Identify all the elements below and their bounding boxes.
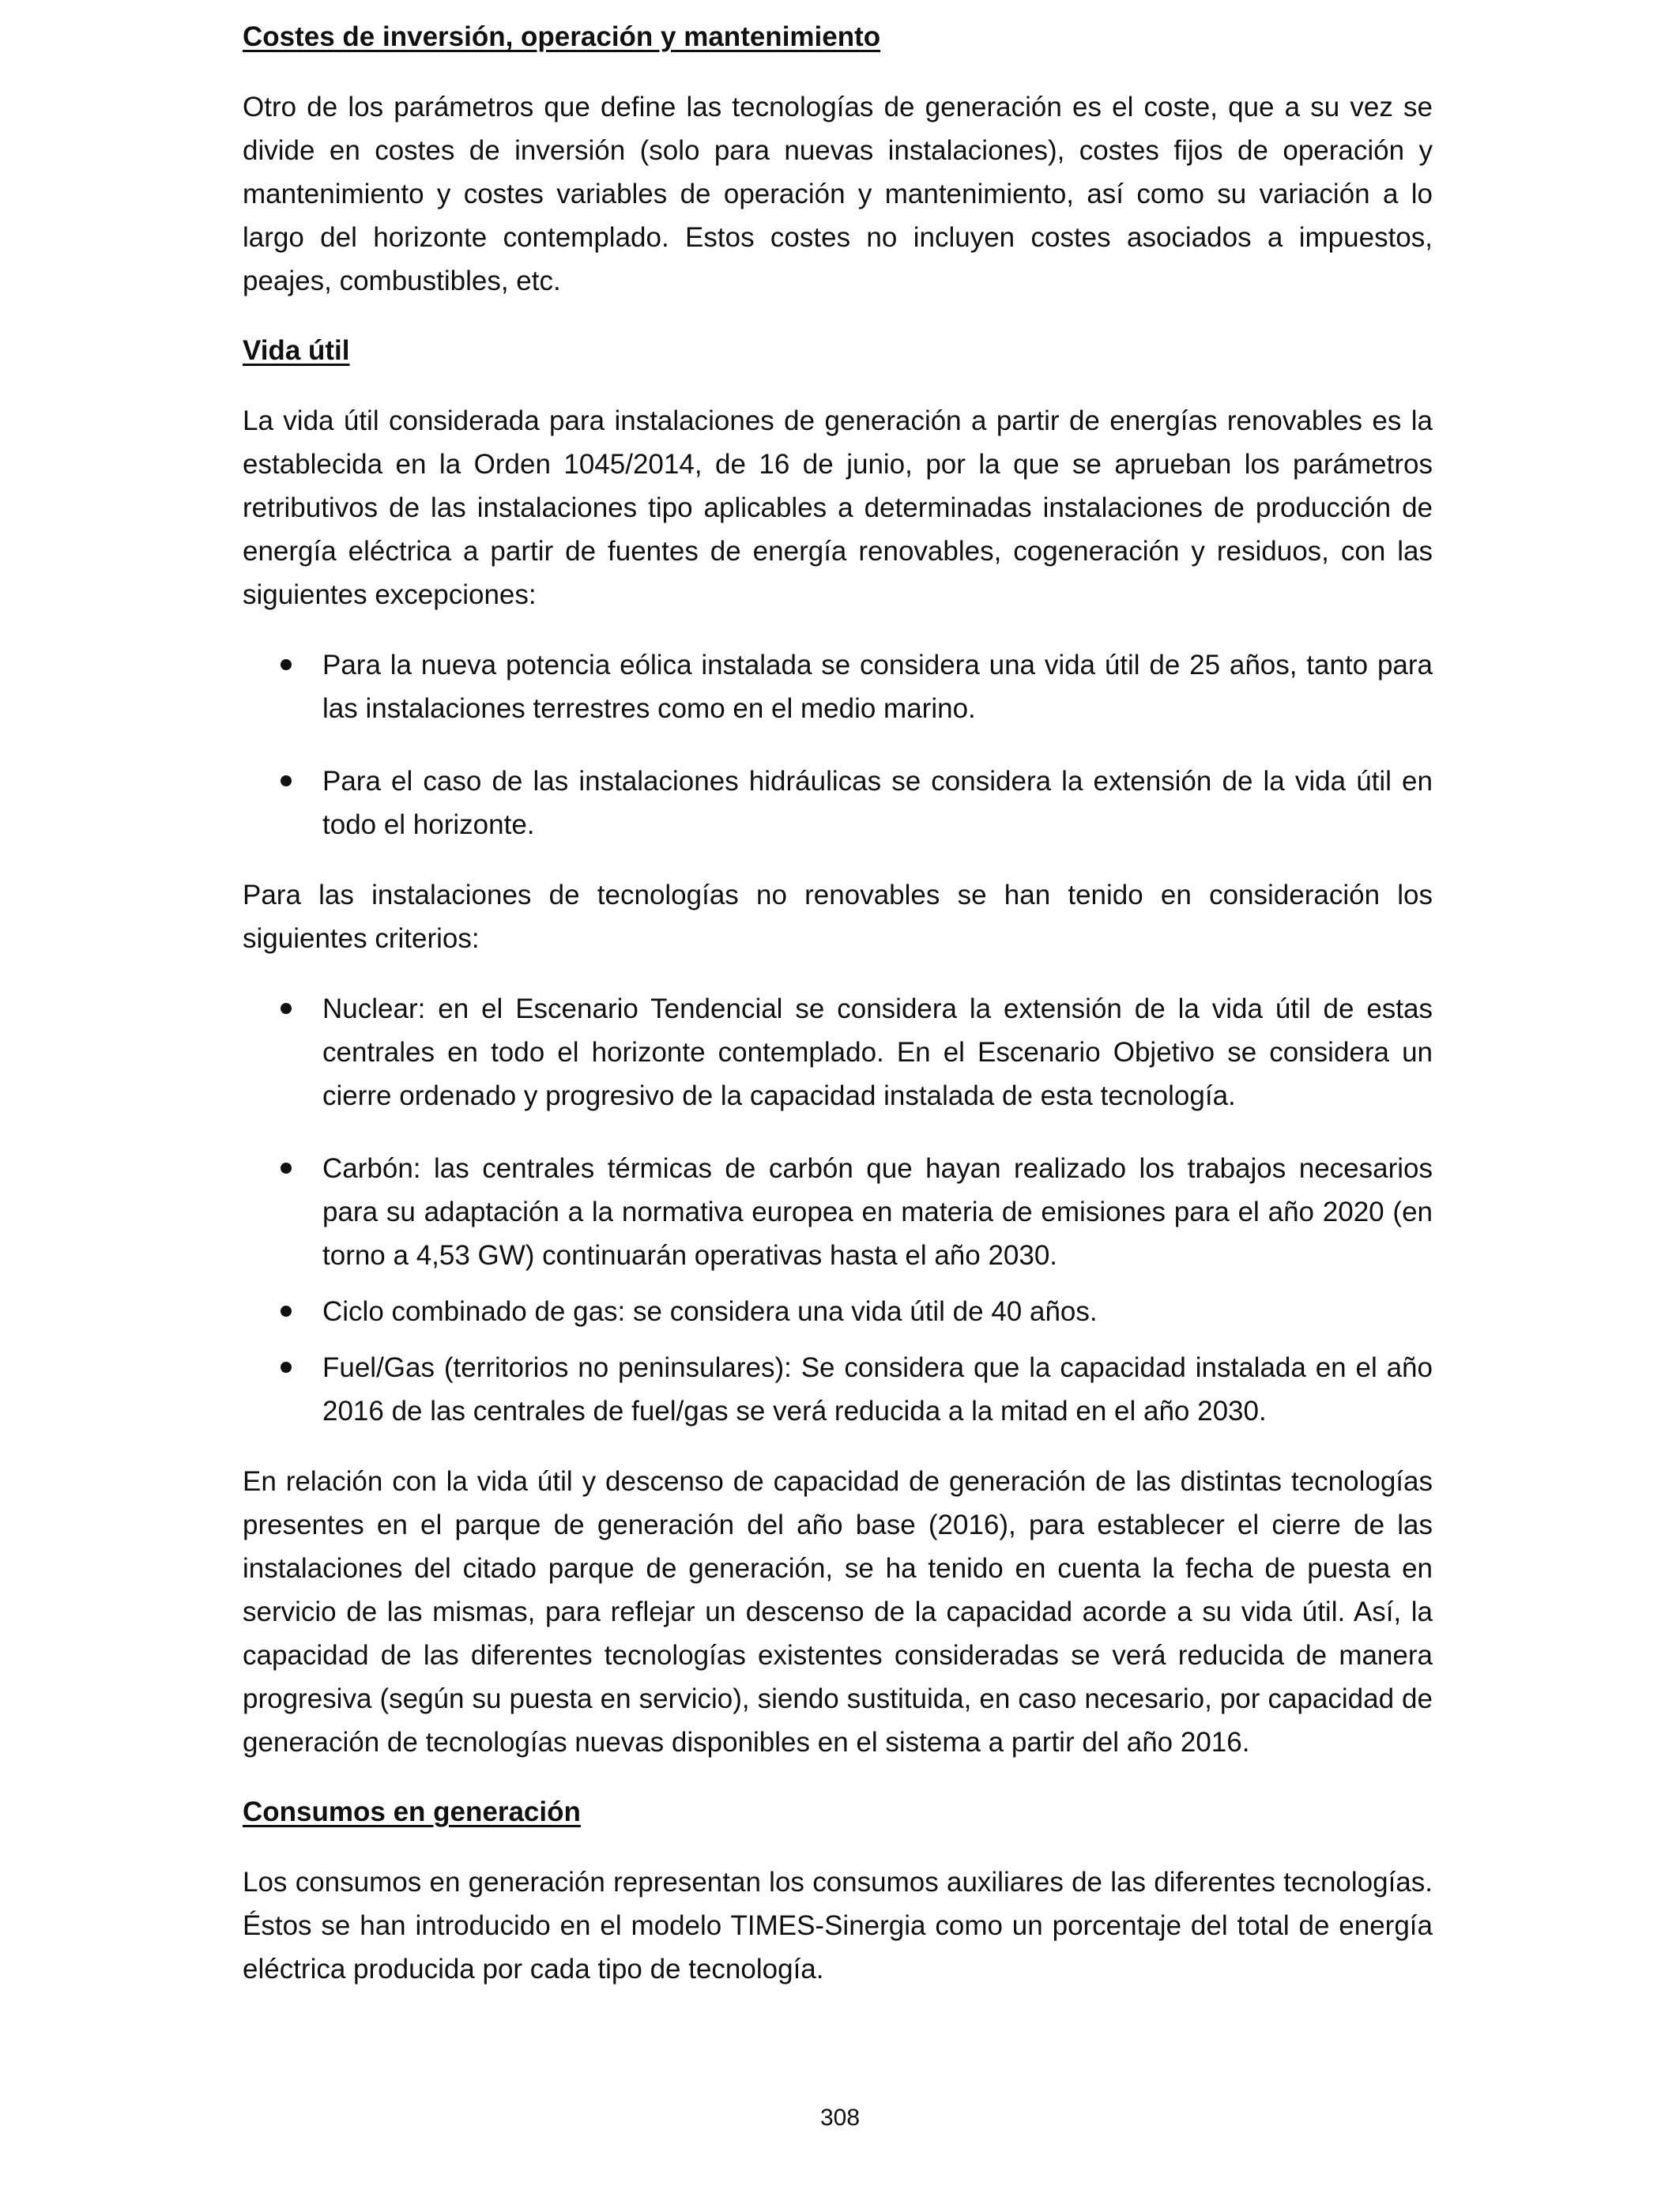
- bullet-icon: [281, 1003, 292, 1014]
- section-heading-vida-util: Vida útil: [243, 335, 350, 366]
- bullet-icon: [281, 1163, 292, 1174]
- list-item: [243, 1147, 1433, 1277]
- list-item-text: Ciclo combinado de gas: se considera una vida útil de 40 años.: [322, 1296, 1098, 1327]
- paragraph-vida-util-intro: La vida útil considerada para instalaciones de generación a partir de energías renovables es la establecida en la Orden 1045/2014, de 16 de junio, por la que se aprueban los parámetros retributivos de las instalaciones tipo aplicables a determinadas instalaciones de producción de energía eléctrica a partir de fuentes de energía renovables, cogeneración y residuos, con las siguientes excepciones:: [243, 405, 1433, 610]
- list-item-text: Para la nueva potencia eólica instalada se considera una vida útil de 25 años, tanto para las instalaciones terrestres como en el medio marino.: [322, 650, 1433, 724]
- bullet-icon: [281, 775, 292, 786]
- list-item: [243, 1346, 1433, 1433]
- paragraph-criteria-intro: Para las instalaciones de tecnologías no renovables se han tenido en consideración los siguientes criterios:: [243, 880, 1433, 954]
- document-page: [243, 16, 1433, 2018]
- bullet-icon: [281, 659, 292, 670]
- list-item: [243, 1290, 1433, 1333]
- paragraph-consumos: Los consumos en generación representan los consumos auxiliares de las diferentes tecnologías. Éstos se han introducido en el modelo TIMES-Sinergia como un porcentaje del total de energía eléctrica producida por cada tipo de tecnología.: [243, 1867, 1433, 1985]
- exceptions-list: [243, 643, 1433, 846]
- criteria-list: [243, 987, 1433, 1433]
- list-item: [243, 987, 1433, 1118]
- page-number: 308: [819, 2105, 861, 2131]
- list-item: [243, 760, 1433, 846]
- bullet-icon: [281, 1306, 292, 1317]
- section-heading-consumos: Consumos en generación: [243, 1796, 581, 1827]
- list-item-text: Carbón: las centrales térmicas de carbón que hayan realizado los trabajos necesarios para su adaptación a la normativa europea en materia de emisiones para el año 2020 (en torno a 4,53 GW) continuarán operativas hasta el año 2030.: [322, 1153, 1433, 1271]
- paragraph-costes: Otro de los parámetros que define las tecnologías de generación es el coste, que a su vez se divide en costes de inversión (solo para nuevas instalaciones), costes fijos de operación y mantenimiento y costes variables de operación y mantenimiento, así como su variación a lo largo del horizonte contemplado. Estos costes no incluyen costes asociados a impuestos, peajes, combustibles, etc.: [243, 92, 1433, 296]
- list-item-text: Nuclear: en el Escenario Tendencial se considera la extensión de la vida útil de estas centrales en todo el horizonte contemplado. En el Escenario Objetivo se considera un cierre ordenado y progresivo de la capacidad instalada de esta tecnología.: [322, 993, 1433, 1111]
- paragraph-vida-util-closing: En relación con la vida útil y descenso de capacidad de generación de las distintas tecnologías presentes en el parque de generación del año base (2016), para establecer el cierre de las instalaciones del citado parque de generación, se ha tenido en cuenta la fecha de puesta en servicio de las mismas, para reflejar un descenso de la capacidad acorde a su vida útil. Así, la capacidad de las diferentes tecnologías existentes consideradas se verá reducida de manera progresiva (según su puesta en servicio), siendo sustituida, en caso necesario, por capacidad de generación de tecnologías nuevas disponibles en el sistema a partir del año 2016.: [243, 1466, 1433, 1758]
- section-heading-costes: Costes de inversión, operación y mantenimiento: [243, 21, 881, 52]
- list-item-text: Para el caso de las instalaciones hidráulicas se considera la extensión de la vida útil en todo el horizonte.: [322, 766, 1433, 840]
- bullet-icon: [281, 1362, 292, 1373]
- list-item-text: Fuel/Gas (territorios no peninsulares): Se considera que la capacidad instalada en el año 2016 de las centrales de fuel/gas se verá reducida a la mitad en el año 2030.: [322, 1352, 1433, 1427]
- list-item: [243, 643, 1433, 730]
